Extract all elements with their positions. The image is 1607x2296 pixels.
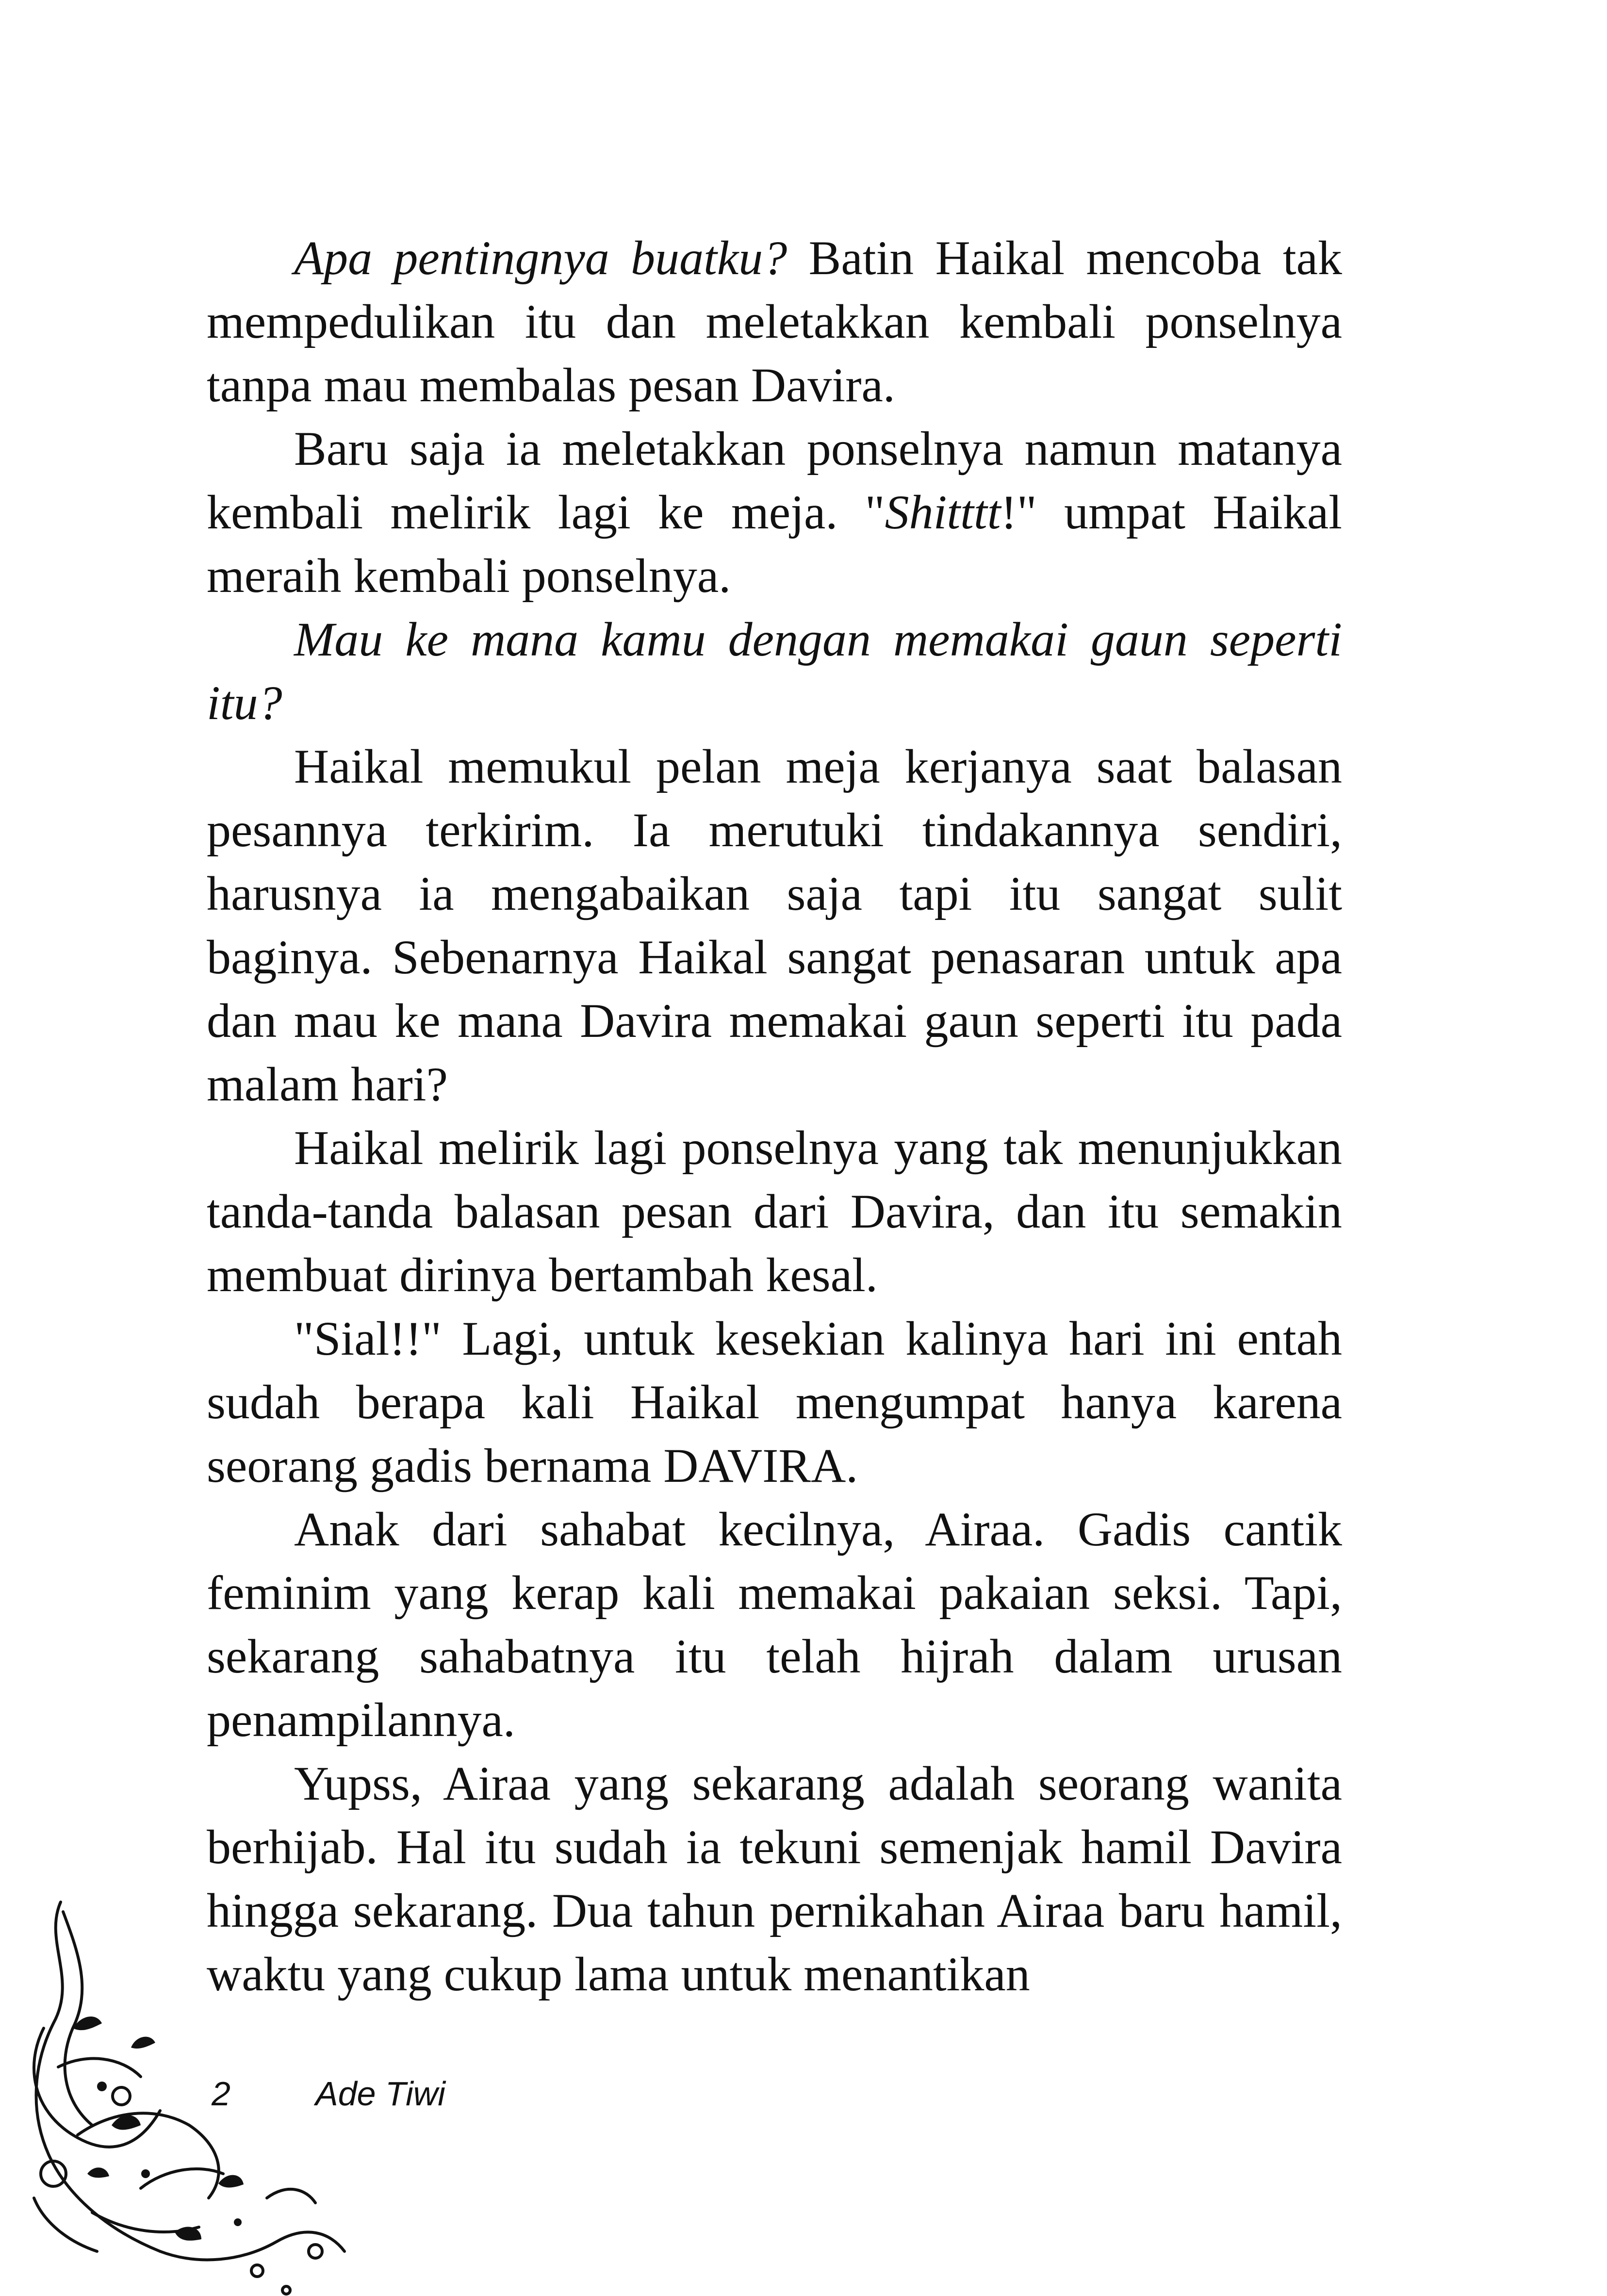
text-segment: Yupss, Airaa yang sekarang adalah seorang wanita berhijab. Hal itu sudah ia tekuni semenjak hamil Davira hingga sekarang. Dua tahun pernikahan Airaa baru hamil, waktu yang cukup lama untuk menantikan	[207, 1756, 1342, 2001]
paragraph	[207, 735, 1342, 1116]
text-segment: !" umpat Haikal meraih kembali ponselnya.	[207, 485, 1343, 603]
text-segment: Baru saja ia meletakkan ponselnya namun matanya kembali melirik lagi ke meja. "	[207, 422, 1342, 539]
paragraph	[207, 1497, 1342, 1752]
text-segment: Anak dari sahabat kecilnya, Airaa. Gadis cantik feminim yang kerap kali memakai pakaian seksi. Tapi, sekarang sahabatnya itu telah hijrah dalam urusan penampilannya.	[207, 1502, 1342, 1747]
paragraph	[207, 226, 1342, 417]
page-footer	[0, 2065, 582, 2123]
page-number: 2	[212, 2075, 230, 2113]
paragraph	[207, 417, 1342, 607]
paragraph	[207, 607, 1342, 735]
text-segment: Haikal melirik lagi ponselnya yang tak menunjukkan tanda-tanda balasan pesan dari Davira, dan itu semakin membuat dirinya bertambah kesal.	[207, 1121, 1342, 1302]
paragraph	[207, 1307, 1342, 1497]
author-name: Ade Tiwi	[315, 2075, 445, 2113]
text-segment: "Sial!!" Lagi, untuk kesekian kalinya hari ini entah sudah berapa kali Haikal mengumpat hanya karena seorang gadis bernama DAVIRA.	[207, 1312, 1342, 1492]
text-segment: Haikal memukul pelan meja kerjanya saat balasan pesannya terkirim. Ia merutuki tindakannya sendiri, harusnya ia mengabaikan saja tapi itu sangat sulit baginya. Sebenarnya Haikal sangat penasaran untuk apa dan mau ke mana Davira memakai gaun seperti itu pada malam hari?	[207, 739, 1342, 1111]
text-segment: Apa pentingnya buatku?	[294, 231, 787, 285]
text-segment: Mau ke mana kamu dengan memakai gaun seperti itu?	[207, 612, 1342, 730]
text-segment: Shitttt	[885, 485, 1001, 539]
paragraph	[207, 1116, 1342, 1307]
body-text	[207, 226, 1342, 2006]
text-segment: Batin Haikal mencoba tak mempedulikan itu dan meletakkan kembali ponselnya tanpa mau membalas pesan Davira.	[207, 231, 1343, 412]
